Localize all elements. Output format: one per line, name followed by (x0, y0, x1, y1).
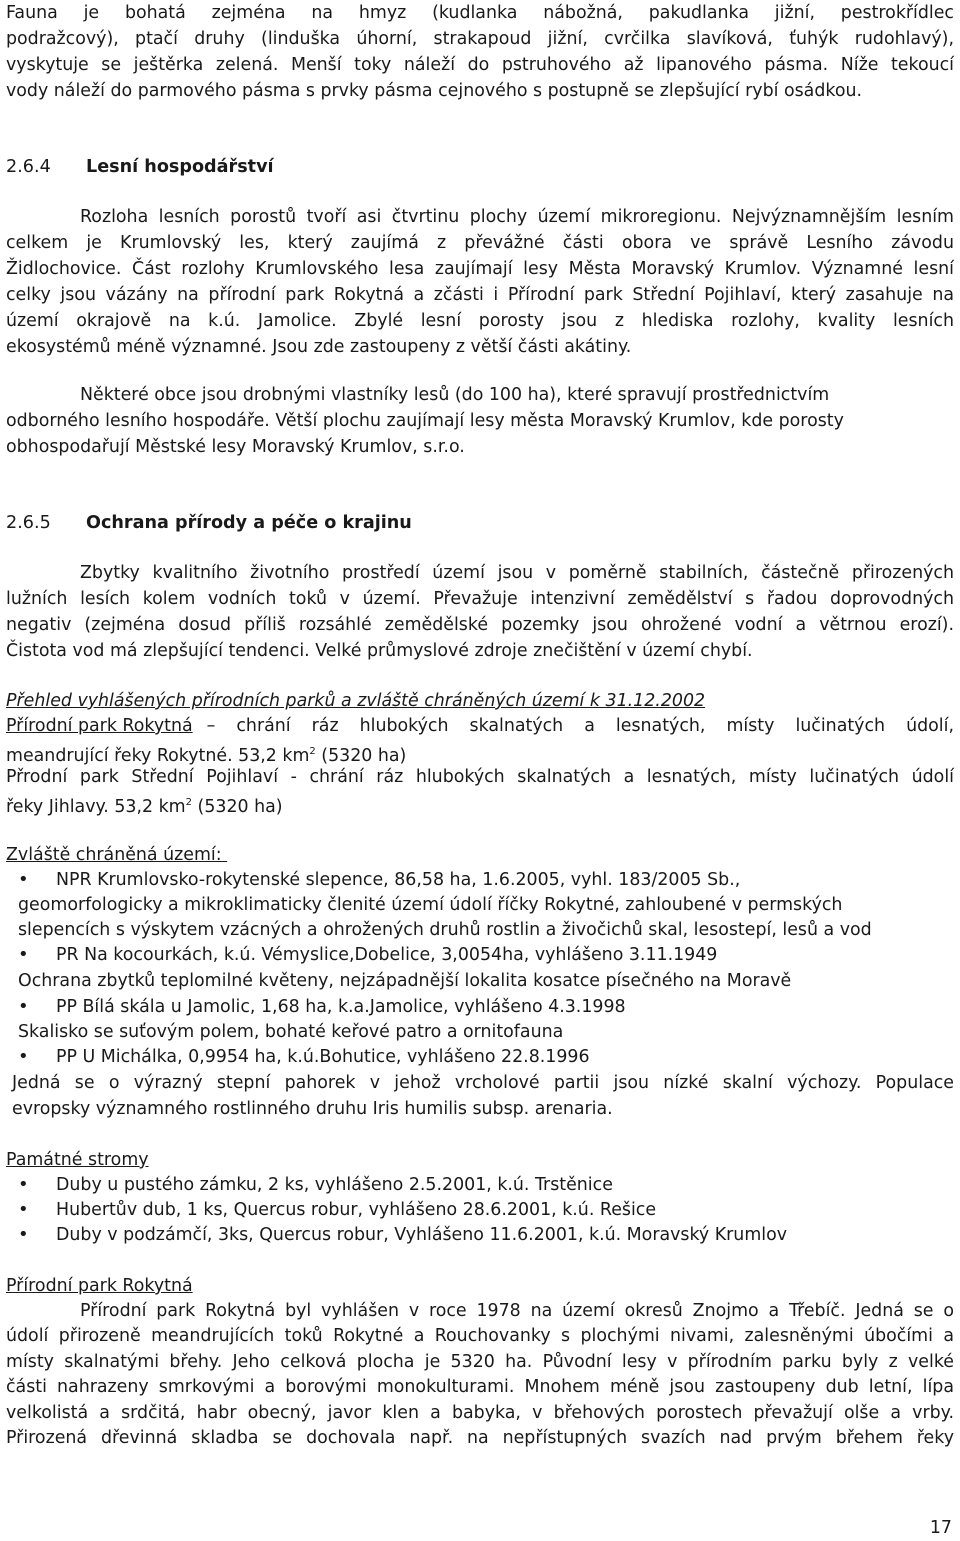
protected-item-4-desc-2: evropsky významného rostlinného druhu Iris humilis subsp. arenaria. (12, 1099, 613, 1119)
park1-line-2 (6, 739, 406, 765)
protected-item-3: PP Bílá skála u Jamolic, 1,68 ha, k.a.Jamolice, vyhlášeno 4.3.1998 (56, 997, 626, 1017)
section-number: 2.6.4 (6, 157, 51, 177)
forestry-p2-line-1: Některé obce jsou drobnými vlastníky lesů (do 100 ha), které spravují prostřednictvím (80, 385, 830, 405)
trees-heading: Památné stromy (6, 1150, 149, 1170)
forestry-p1-line-1: Rozloha lesních porostů tvoří asi čtvrtinu plochy území mikroregionu. Nejvýznamnějším lesním (80, 207, 954, 227)
park2-area-ha: (5320 ha) (192, 797, 283, 817)
tree-item-3: Duby v podzámčí, 3ks, Quercus robur, Vyhlášeno 11.6.2001, k.ú. Moravský Krumlov (56, 1225, 788, 1245)
park2-area-sup: 2 (185, 797, 193, 808)
park1-name: Přírodní park Rokytná (6, 716, 193, 736)
park-text-line-3: místy skalnatými břehy. Jeho celková plocha je 5320 ha. Původní lesy v přírodním parku byly z velké (6, 1352, 954, 1372)
park-text-line-5: velkolistá a srdčitá, habr obecný, javor klen a babyka, v břehových porostech převažují olše a vrby. (6, 1403, 954, 1423)
forestry-p1-line-5: území okrajově na k.ú. Jamolice. Zbylé lesní porosty jsou z hlediska rozlohy, kvality lesních (6, 311, 954, 331)
nature-p1-line-2: lužních lesích kolem vodních toků v území. Převažuje intenzivní zemědělství s řadou doprovodných (6, 589, 954, 609)
park-text-line-2: údolí přirozeně meandrujících toků Rokytné a Rouchovanky s plochými nivami, zalesněnými úbočími a (6, 1326, 954, 1346)
tree-item-2: Hubertův dub, 1 ks, Quercus robur, vyhlášeno 28.6.2001, k.ú. Rešice (56, 1200, 657, 1220)
protected-item-4: PP U Michálka, 0,9954 ha, k.ú.Bohutice, vyhlášeno 22.8.1996 (56, 1047, 590, 1067)
forestry-p1-line-4: celky jsou vázány na přírodní park Rokytná a zčásti i Přírodní park Střední Pojihlaví, který zasahuje na (6, 285, 954, 305)
section-title: Lesní hospodářství (86, 157, 274, 177)
bullet-icon (18, 1197, 28, 1223)
tree-item-1: Duby u pustého zámku, 2 ks, vyhlášeno 2.5.2001, k.ú. Trstěnice (56, 1175, 613, 1195)
section-title: Ochrana přírody a péče o krajinu (86, 513, 412, 533)
protected-item-1: NPR Krumlovsko-rokytenské slepence, 86,58 ha, 1.6.2005, vyhl. 183/2005 Sb., (56, 870, 741, 890)
park1-desc: – chrání ráz hlubokých skalnatých a lesnatých, místy lučinatých údolí, (206, 716, 954, 736)
park1-area-text: meandrující řeky Rokytné. 53,2 km (6, 746, 310, 766)
protected-heading: Zvláště chráněná území: (6, 845, 228, 865)
intro-line-2: podražcový), ptačí druhy (linduška úhorní, strakapoud jižní, cvrčilka slavíková, ťuhýk rudohlavý), (6, 29, 954, 49)
bullet-icon (18, 1172, 28, 1198)
section-number: 2.6.5 (6, 513, 51, 533)
nature-p1-line-4: Čistota vod má zlepšující tendenci. Velké průmyslové zdroje znečištění v území chybí. (6, 641, 753, 661)
park-heading: Přírodní park Rokytná (6, 1276, 193, 1296)
park-text-line-4: části nahrazeny smrkovými a borovými monokulturami. Mnohem méně jsou zastoupeny dub letní, lípa (6, 1377, 954, 1397)
page-number: 17 (929, 1518, 952, 1538)
nature-p1-line-1: Zbytky kvalitního životního prostředí území jsou v poměrně stabilních, částečně přirozených (80, 563, 954, 583)
bullet-icon (18, 994, 28, 1020)
park2-area-text: řeky Jihlavy. 53,2 km (6, 797, 186, 817)
nature-p1-line-3: negativ (zejména dosud příliš rozsáhlé zemědělské pozemky jsou ohrožené vodní a větrnou erozí). (6, 615, 954, 635)
protected-item-1-desc-2: slepencích s výskytem vzácných a ohrožených druhů rostlin a živočichů skal, lesostepí, lesů a vod (18, 920, 872, 940)
park1-area-sup: 2 (309, 746, 316, 757)
forestry-p1-line-3: Židlochovice. Část rozlohy Krumlovského lesa zaujímají lesy Města Moravský Krumlov. Významné lesní (6, 259, 954, 279)
forestry-p2-line-2: odborného lesního hospodáře. Větší plochu zaujímají lesy města Moravský Krumlov, kde porosty (6, 411, 844, 431)
forestry-p2-line-3: obhospodařují Městské lesy Moravský Krumlov, s.r.o. (6, 437, 465, 457)
intro-line-4: vody náleží do parmového pásma s prvky pásma cejnového s postupně se zlepšující rybí osádkou. (6, 81, 863, 101)
bullet-icon (18, 867, 28, 893)
park2-line-2 (6, 790, 283, 816)
intro-line-1: Fauna je bohatá zejména na hmyz (kudlanka nábožná, pakudlanka jižní, pestrokřídlec (6, 3, 954, 23)
bullet-icon (18, 942, 28, 968)
bullet-icon (18, 1044, 28, 1070)
section-heading-2-6-4 (6, 154, 274, 180)
park1-area-ha: (5320 ha) (315, 746, 407, 766)
protected-item-2-desc: Ochrana zbytků teplomilné květeny, nejzápadnější lokalita kosatce písečného na Moravě (18, 971, 792, 991)
park2-line-1: Přrodní park Střední Pojihlaví - chrání ráz hlubokých skalnatých a lesnatých, místy lučinatých údolí (6, 767, 954, 787)
park1-line-1 (6, 713, 954, 739)
protected-item-1-desc-1: geomorfologicky a mikroklimaticky členité území údolí říčky Rokytné, zahloubené v permských (18, 895, 843, 915)
bullet-icon (18, 1222, 28, 1248)
protected-item-2: PR Na kocourkách, k.ú. Vémyslice,Dobelice, 3,0054ha, vyhlášeno 3.11.1949 (56, 945, 718, 965)
protected-item-3-desc: Skalisko se suťovým polem, bohaté keřové patro a ornitofauna (18, 1022, 564, 1042)
overview-heading: Přehled vyhlášených přírodních parků a zvláště chráněných území k 31.12.2002 (6, 691, 706, 711)
park-text-line-6: Přirozená dřevinná skladba se dochovala např. na nepřístupných svazích nad prvým břehem řeky (6, 1428, 954, 1448)
forestry-p1-line-2: celkem je Krumlovský les, který zaujímá z převážné části obora ve správě Lesního závodu (6, 233, 954, 253)
forestry-p1-line-6: ekosystémů méně významné. Jsou zde zastoupeny z větší části akátiny. (6, 337, 632, 357)
park-text-line-1: Přírodní park Rokytná byl vyhlášen v roce 1978 na území okresů Znojmo a Třebíč. Jedná se o (80, 1301, 954, 1321)
protected-item-4-desc-1: Jedná se o výrazný stepní pahorek v jehož vrcholové partii jsou nízké skalní výchozy. Populace (12, 1073, 954, 1093)
intro-line-3: vyskytuje se ještěrka zelená. Menší toky náleží do pstruhového až lipanového pásma. Níže tekoucí (6, 55, 954, 75)
section-heading-2-6-5 (6, 510, 412, 536)
